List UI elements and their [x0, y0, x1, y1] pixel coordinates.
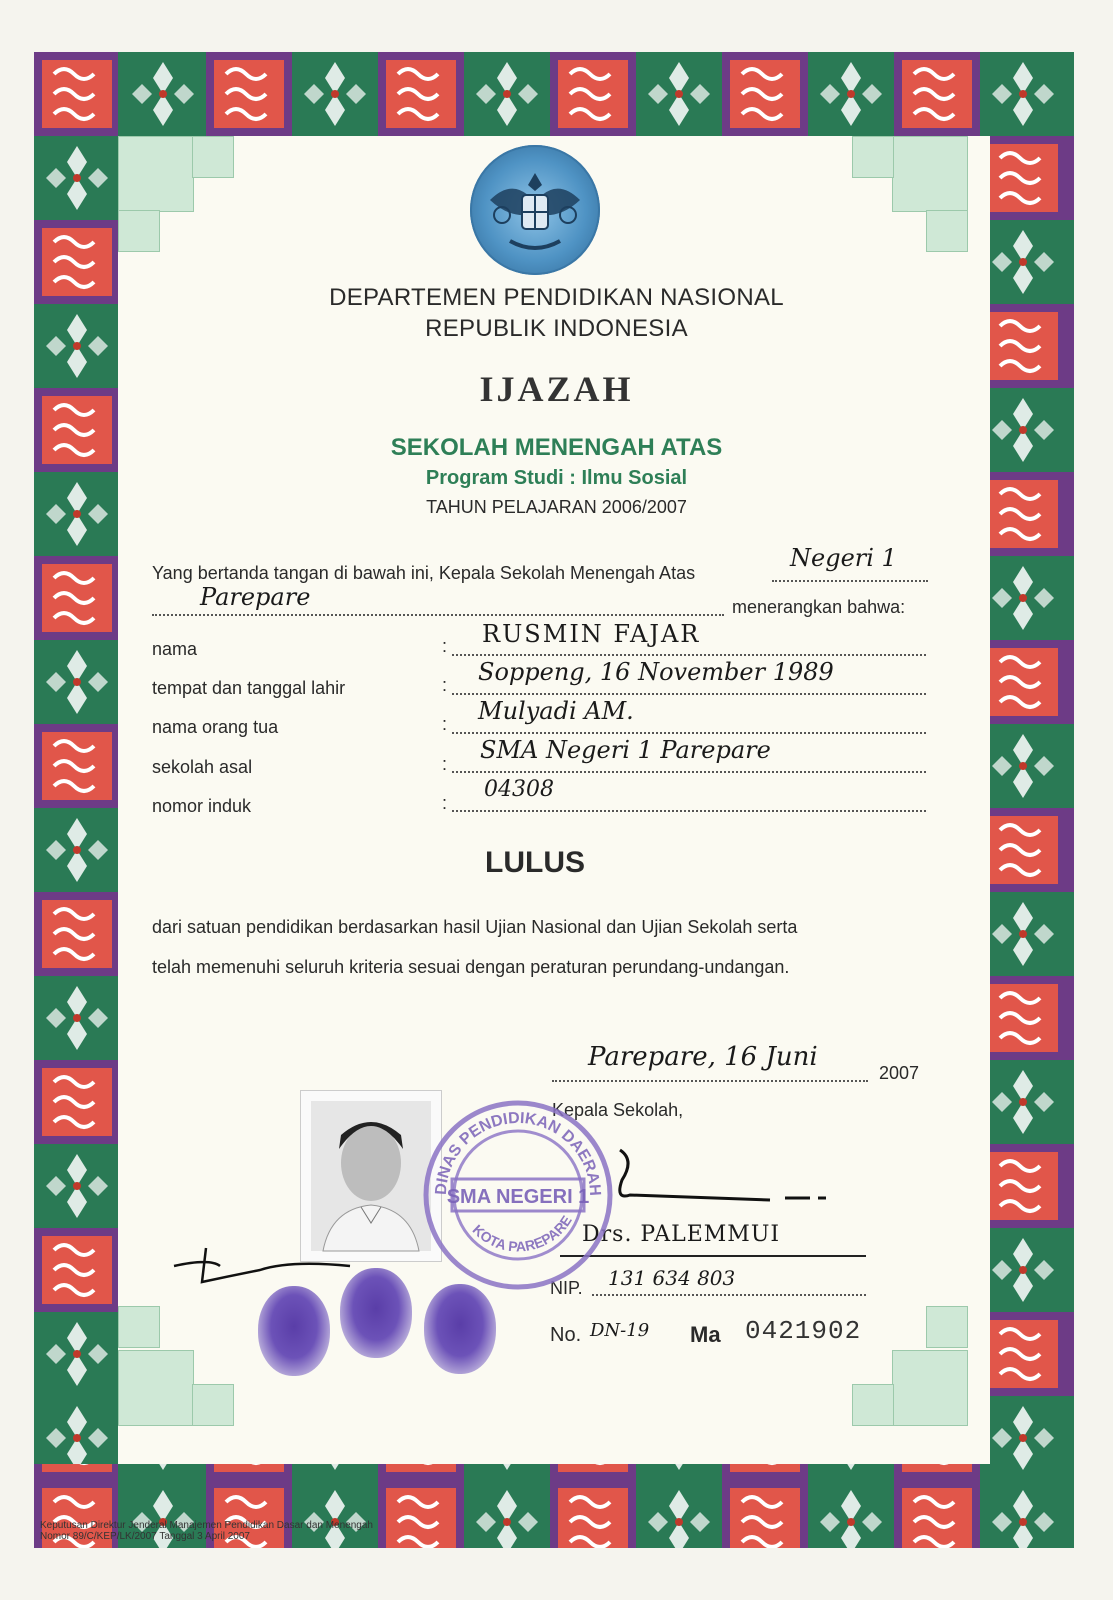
- corner-tile-top-right-small: [852, 136, 894, 178]
- dotted-line: [452, 732, 926, 734]
- number-code-handwritten: DN-19: [590, 1320, 650, 1341]
- field-colon: :: [442, 754, 448, 774]
- statement-line-1: dari satuan pendidikan berdasarkan hasil Ujian Nasional dan Ujian Sekolah serta: [152, 917, 798, 937]
- issue-place-date: Parepare, 16 Juni: [588, 1042, 818, 1072]
- field-colon: :: [442, 636, 448, 656]
- corner-tile-bottom-right-small: [852, 1384, 894, 1426]
- field-label-name: nama: [152, 639, 198, 659]
- fingerprint-right-icon: [424, 1284, 496, 1374]
- corner-tile-top-left: [118, 136, 194, 212]
- dotted-line: [452, 810, 926, 812]
- study-program: Program Studi : Ilmu Sosial: [425, 467, 688, 489]
- dotted-line: [152, 614, 724, 616]
- field-label-parent: nama orang tua: [152, 717, 279, 737]
- dotted-line: [452, 654, 926, 656]
- field-value-origin-school: SMA Negeri 1 Parepare: [480, 736, 771, 764]
- school-city-handwritten: Parepare: [200, 583, 311, 611]
- field-value-birth: Soppeng, 16 November 1989: [478, 658, 834, 686]
- corner-tile-bottom-left: [118, 1350, 194, 1426]
- field-label-student-number: nomor induk: [152, 796, 252, 816]
- corner-tile-bottom-right: [892, 1350, 968, 1426]
- dotted-line: [552, 1080, 868, 1082]
- nip-label: NIP.: [550, 1278, 583, 1298]
- dotted-line: [592, 1294, 866, 1296]
- stamp-bottom-text: KOTA PAREPARE: [469, 1212, 575, 1255]
- svg-text:KOTA PAREPARE: [470, 1213, 575, 1255]
- dotted-line: [452, 771, 926, 773]
- intro-text-after: menerangkan bahwa:: [732, 597, 906, 617]
- corner-tile-bottom-right-small: [926, 1306, 968, 1348]
- stamp-outer-text: DINAS PENDIDIKAN DAERAH: [432, 1109, 604, 1197]
- nip-value: 131 634 803: [608, 1266, 736, 1290]
- result-status: LULUS: [485, 846, 585, 879]
- school-type: SEKOLAH MENENGAH ATAS: [390, 434, 723, 461]
- corner-tile-top-right: [892, 136, 968, 212]
- field-value-student-number: 04308: [484, 777, 554, 802]
- academic-year: TAHUN PELAJARAN 2006/2007: [426, 497, 687, 517]
- field-colon: :: [442, 793, 448, 813]
- dotted-line: [772, 580, 928, 582]
- department-line-1: DEPARTEMEN PENDIDIKAN NASIONAL: [329, 284, 784, 311]
- department-line-2: REPUBLIK INDONESIA: [425, 315, 688, 342]
- field-colon: :: [442, 714, 448, 734]
- signer-position: Kepala Sekolah,: [552, 1100, 684, 1120]
- field-value-parent: Mulyadi AM.: [478, 697, 634, 725]
- number-prefix: No.: [550, 1324, 582, 1346]
- fingerprint-left-icon: [258, 1286, 330, 1376]
- corner-tile-top-left-small: [118, 210, 160, 252]
- dotted-line: [452, 693, 926, 695]
- corner-tile-bottom-left-small: [192, 1384, 234, 1426]
- field-label-origin-school: sekolah asal: [152, 757, 253, 777]
- school-stamp: [418, 1095, 618, 1295]
- document-title: IJAZAH: [479, 369, 634, 409]
- corner-tile-top-right-small: [926, 210, 968, 252]
- certificate-serial-number: 0421902: [745, 1316, 862, 1346]
- field-value-name: RUSMIN FAJAR: [482, 620, 701, 648]
- intro-text: Yang bertanda tangan di bawah ini, Kepala Sekolah Menengah Atas: [152, 563, 696, 583]
- department-name: [0, 282, 1113, 344]
- principal-name: Drs. PALEMMUI: [582, 1222, 781, 1247]
- number-code-printed: Ma: [690, 1322, 721, 1347]
- field-label-birth: tempat dan tanggal lahir: [152, 678, 346, 698]
- stamp-center-text: SMA NEGERI 1: [446, 1186, 590, 1208]
- footnote-line-1: Keputusan Direktur Jenderal Manajemen Pendidikan Dasar dan Menengah: [40, 1520, 373, 1531]
- issue-year: 2007: [879, 1063, 920, 1083]
- garuda-emblem-icon: [470, 145, 600, 275]
- corner-tile-bottom-left-small: [118, 1306, 160, 1348]
- school-name-handwritten: Negeri 1: [790, 544, 897, 572]
- holder-signature-icon: [170, 1236, 360, 1296]
- footnote-line-2: Nomor 89/C/KEP/LK/2007 Tanggal 3 April 2007: [40, 1531, 250, 1542]
- field-colon: :: [442, 675, 448, 695]
- statement-line-2: telah memenuhi seluruh kriteria sesuai dengan peraturan perundang-undangan.: [152, 957, 790, 977]
- corner-tile-top-left-small: [192, 136, 234, 178]
